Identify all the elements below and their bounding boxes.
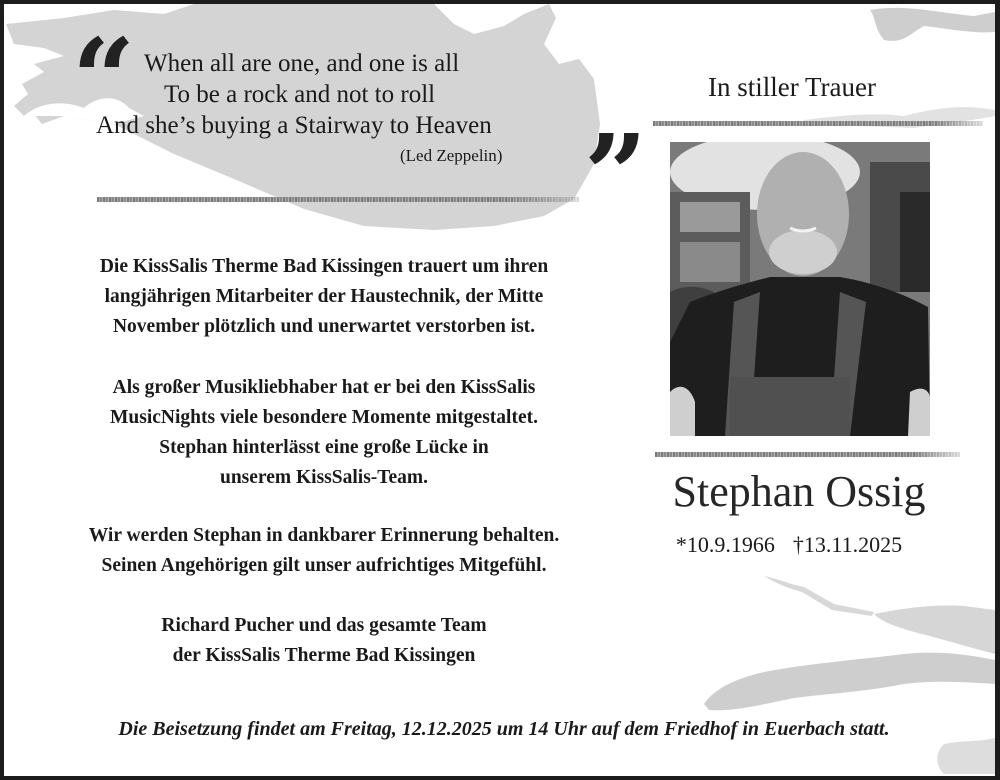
mourning-heading: In stiller Trauer bbox=[708, 72, 876, 102]
body-line: Die KissSalis Therme Bad Kissingen trauert um ihren bbox=[99, 256, 549, 277]
cross-icon: † bbox=[792, 532, 804, 557]
body-line: langjährigen Mitarbeiter der Haustechnik, der Mitte bbox=[104, 286, 544, 307]
deceased-name: Stephan Ossig bbox=[672, 467, 926, 516]
quote-line: To be a rock and not to roll bbox=[164, 81, 436, 108]
body-line: Stephan hinterlässt eine große Lücke in bbox=[159, 437, 489, 458]
quote-line: When all are one, and one is all bbox=[144, 50, 460, 77]
funeral-notice: Die Beisetzung findet am Freitag, 12.12.2025 um 14 Uhr auf dem Friedhof in Euerbach statt. bbox=[118, 718, 890, 740]
body-line: November plötzlich und unerwartet verstorben ist. bbox=[112, 316, 536, 337]
body-paragraph-2 bbox=[24, 373, 624, 493]
body-line: der KissSalis Therme Bad Kissingen bbox=[172, 645, 476, 666]
quote-attribution: (Led Zeppelin) bbox=[400, 146, 503, 165]
body-paragraph-3 bbox=[24, 521, 624, 581]
portrait-photo bbox=[670, 142, 930, 436]
obituary-page bbox=[4, 4, 995, 776]
death-date: 13.11.2025 bbox=[803, 532, 903, 557]
body-line: Wir werden Stephan in dankbarer Erinnerung behalten. bbox=[88, 525, 560, 546]
close-quote-icon: ” bbox=[584, 110, 648, 239]
quote-line: And she’s buying a Stairway to Heaven bbox=[96, 112, 492, 139]
body-line: unserem KissSalis-Team. bbox=[219, 467, 429, 488]
body-line: Seinen Angehörigen gilt unser aufrichtiges Mitgefühl. bbox=[101, 555, 547, 576]
divider-rule bbox=[655, 452, 960, 457]
divider-rule bbox=[97, 197, 579, 202]
open-quote-icon: “ bbox=[72, 14, 136, 143]
portrait-placeholder-icon bbox=[670, 142, 930, 436]
body-paragraph-1 bbox=[24, 252, 624, 342]
life-dates bbox=[644, 532, 934, 558]
body-line: Richard Pucher und das gesamte Team bbox=[161, 615, 487, 636]
divider-rule bbox=[653, 121, 983, 126]
body-line: MusicNights viele besondere Momente mitgestaltet. bbox=[109, 407, 538, 428]
birth-date: *10.9.1966 bbox=[675, 532, 775, 557]
body-signature bbox=[24, 611, 624, 671]
body-line: Als großer Musikliebhaber hat er bei den KissSalis bbox=[112, 377, 536, 398]
